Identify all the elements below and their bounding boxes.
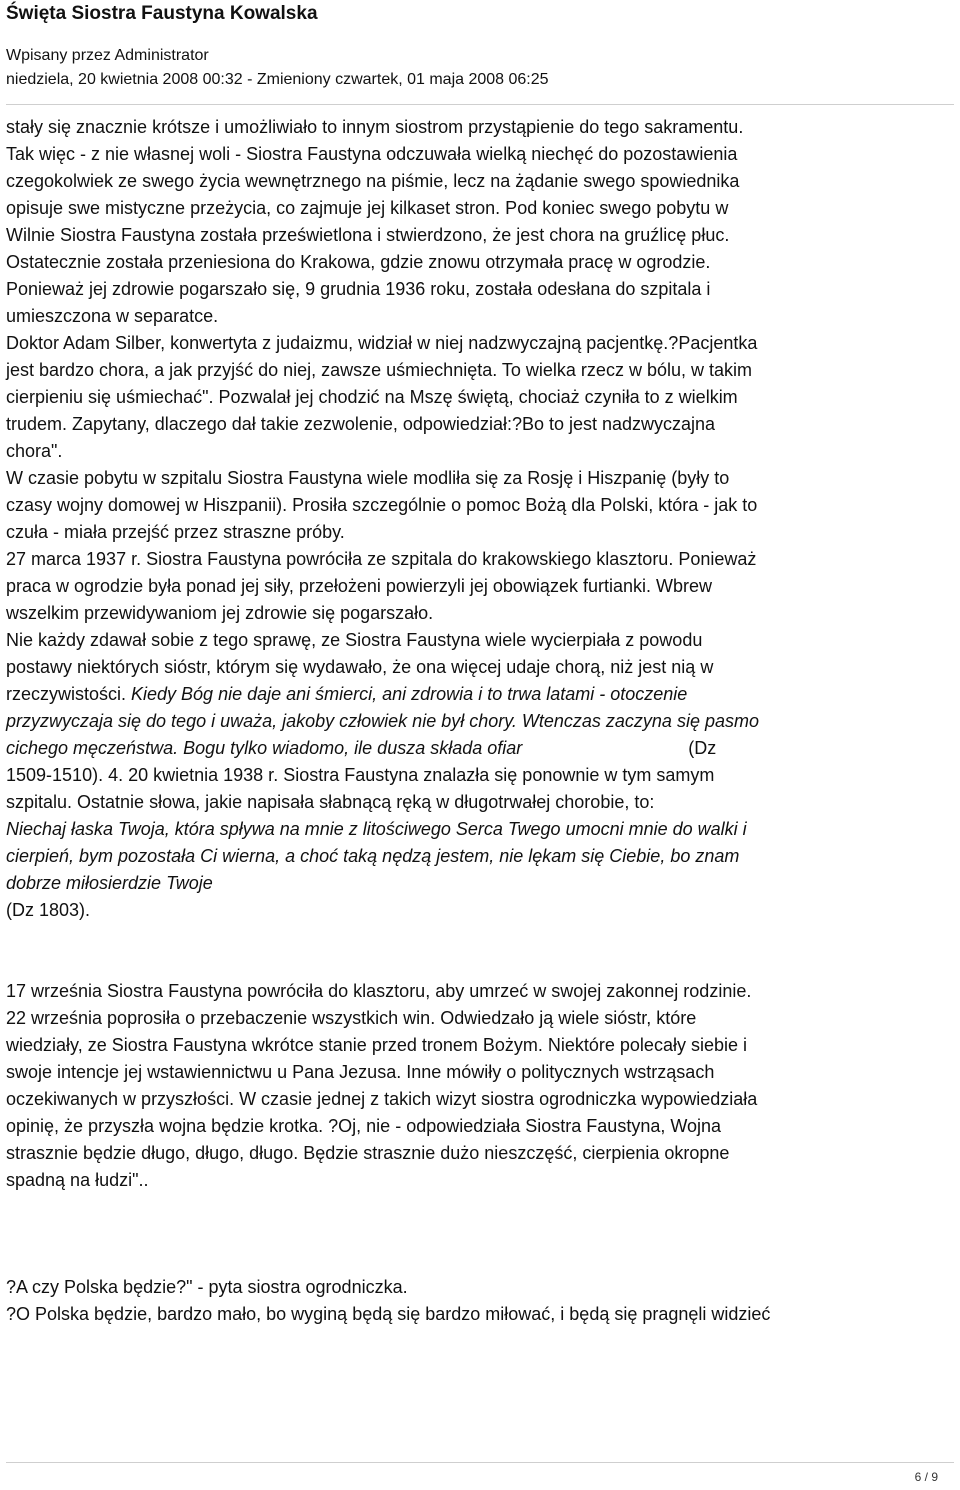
text-line: stały się znacznie krótsze i umożliwiało to innym siostrom przystąpienie do tego sakramentu.	[6, 117, 744, 137]
text-line: 1509-1510). 4. 20 kwietnia 1938 r. Siostra Faustyna znalazła się ponownie w tym samym	[6, 765, 715, 785]
header-divider	[6, 104, 954, 105]
quote-segment: dobrze miłosierdzie Twoje	[6, 873, 213, 893]
text-line: spadną na łudzi"..	[6, 1170, 149, 1190]
quote-line	[6, 735, 954, 762]
text-line	[6, 681, 954, 708]
text-line: Wilnie Siostra Faustyna została prześwietlona i stwierdzono, że jest chora na gruźlicę płuc.	[6, 225, 730, 245]
text-segment: rzeczywistości.	[6, 684, 132, 704]
text-line: (Dz 1803).	[6, 900, 91, 920]
paragraph-gap	[6, 924, 954, 978]
quote-segment: Niechaj łaska Twoja, która spływa na mnie z litościwego Serca Twego umocni mnie do walki i	[6, 819, 747, 839]
quote-segment: przyzwyczaja się do tego i uważa, jakoby człowiek nie był chory. Wtenczas zaczyna się pasmo	[6, 711, 759, 731]
text-line: strasznie będzie długo, długo, długo. Będzie strasznie dużo nieszczęść, cierpienia okropne	[6, 1143, 730, 1163]
text-line: wszelkim przewidywaniom jej zdrowie się pogarszało.	[6, 603, 434, 623]
text-line: oczekiwanych w przyszłości. W czasie jednej z takich wizyt siostra ogrodniczka wypowiedziała	[6, 1089, 758, 1109]
quote-segment: Kiedy Bóg nie daje ani śmierci, ani zdrowia i to trwa latami - otoczenie	[131, 684, 688, 704]
quote-line	[6, 870, 954, 897]
quote-line	[6, 816, 954, 843]
quote-segment: cichego męczeństwa. Bogu tylko wiadomo, ile dusza składa ofiar	[6, 738, 523, 758]
quote-segment: cierpień, bym pozostała Ci wierna, a choć taką nędzą jestem, nie lękam się Ciebie, bo znam	[6, 846, 740, 866]
text-line: postawy niektórych sióstr, którym się wydawało, że ona więcej udaje chorą, niż jest nią w	[6, 657, 714, 677]
quote-line	[6, 708, 954, 735]
text-line: wiedziały, ze Siostra Faustyna wkrótce stanie przed tronem Bożym. Niektóre polecały siebie i	[6, 1035, 747, 1055]
article-title: Święta Siostra Faustyna Kowalska	[6, 3, 318, 24]
text-line: Ponieważ jej zdrowie pogarszało się, 9 grudnia 1936 roku, została odesłana do szpitala i	[6, 279, 711, 299]
text-line: umieszczona w separatce.	[6, 306, 219, 326]
text-line: ?O Polska będzie, bardzo mało, bo wyginą będą się bardzo miłować, i będą się pragnęli widzieć	[6, 1304, 771, 1324]
text-line: Ostatecznie została przeniesiona do Krakowa, gdzie znowu otrzymała pracę w ogrodzie.	[6, 252, 711, 272]
text-line: 17 września Siostra Faustyna powróciła do klasztoru, aby umrzeć w swojej zakonnej rodzinie.	[6, 981, 752, 1001]
text-line: Nie każdy zdawał sobie z tego sprawę, ze Siostra Faustyna wiele wycierpiała z powodu	[6, 630, 703, 650]
article-dates: niedziela, 20 kwietnia 2008 00:32 - Zmieniony czwartek, 01 maja 2008 06:25	[6, 71, 549, 88]
text-line: chora".	[6, 441, 63, 461]
text-line: jest bardzo chora, a jak przyjść do niej, zawsze uśmiechnięta. To wielka rzecz w bólu, w takim	[6, 360, 752, 380]
text-line: opinię, że przyszła wojna będzie krotka. ?Oj, nie - odpowiedziała Siostra Faustyna, Wojna	[6, 1116, 722, 1136]
text-line: W czasie pobytu w szpitalu Siostra Faustyna wiele modliła się za Rosję i Hiszpanię (były to	[6, 468, 730, 488]
text-segment: (Dz	[688, 738, 717, 758]
paragraph-gap	[6, 1194, 954, 1274]
text-line: czuła - miała przejść przez straszne próby.	[6, 522, 345, 542]
footer-divider	[6, 1462, 954, 1463]
text-line: czasy wojny domowej w Hiszpanii). Prosiła szczególnie o pomoc Bożą dla Polski, która - jak to	[6, 495, 758, 515]
article-author: Wpisany przez Administrator	[6, 47, 209, 64]
text-line: swoje intencje jej wstawiennictwu u Pana Jezusa. Inne mówiły o politycznych wstrząsach	[6, 1062, 715, 1082]
article-header	[6, 0, 956, 90]
text-line: opisuje swe mistyczne przeżycia, co zajmuje jej kilkaset stron. Pod koniec swego pobytu w	[6, 198, 729, 218]
page-number: 6 / 9	[914, 1470, 938, 1484]
text-line: praca w ogrodzie była ponad jej siły, przełożeni powierzyli jej obowiązek furtianki. Wbrew	[6, 576, 712, 596]
text-line: Doktor Adam Silber, konwertyta z judaizmu, widział w niej nadzwyczajną pacjentkę.?Pacjentka	[6, 333, 758, 353]
text-line: cierpieniu się uśmiechać". Pozwalał jej chodzić na Mszę świętą, chociaż czyniła to z wielkim	[6, 387, 738, 407]
article-body	[6, 114, 954, 1328]
text-line: trudem. Zapytany, dlaczego dał takie zezwolenie, odpowiedział:?Bo to jest nadzwyczajna	[6, 414, 716, 434]
quote-line	[6, 843, 954, 870]
text-line: czegokolwiek ze swego życia wewnętrznego na piśmie, lecz na żądanie swego spowiednika	[6, 171, 740, 191]
text-line: szpitalu. Ostatnie słowa, jakie napisała słabnącą ręką w długotrwałej chorobie, to:	[6, 792, 655, 812]
text-line: ?A czy Polska będzie?" - pyta siostra ogrodniczka.	[6, 1277, 408, 1297]
text-line: Tak więc - z nie własnej woli - Siostra Faustyna odczuwała wielką niechęć do pozostawienia	[6, 144, 738, 164]
text-line: 22 września poprosiła o przebaczenie wszystkich win. Odwiedzało ją wiele sióstr, które	[6, 1008, 697, 1028]
text-line: 27 marca 1937 r. Siostra Faustyna powróciła ze szpitala do krakowskiego klasztoru. Ponieważ	[6, 549, 757, 569]
